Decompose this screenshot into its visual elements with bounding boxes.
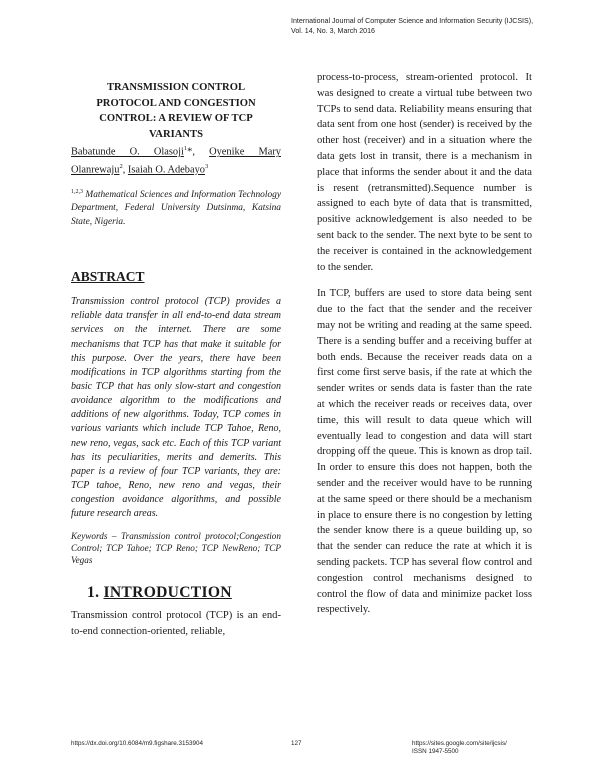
footer-doi: https://dx.doi.org/10.6084/m9.figshare.3153904 bbox=[71, 740, 203, 747]
intro-paragraph-1: Transmission control protocol (TCP) is an end-to-end connection-oriented, reliable, bbox=[71, 610, 281, 637]
section-title: INTRODUCTION bbox=[103, 584, 232, 602]
paper-title: TRANSMISSION CONTROL PROTOCOL AND CONGESTION CONTROL: A REVIEW OF TCP VARIANTS bbox=[96, 82, 256, 140]
affiliation-text: Mathematical Sciences and Information Technology Department, Federal University Dutsinma, Katsina State, Nigeria. bbox=[71, 189, 282, 227]
journal-name: International Journal of Computer Science and Information Security (IJCSIS), bbox=[291, 17, 534, 25]
author-3-sup: 3 bbox=[204, 163, 209, 171]
author-3: Isaiah O. Adebayo bbox=[127, 164, 205, 176]
author-2: Oyenike Mary Olanrewaju bbox=[71, 146, 281, 176]
right-column bbox=[317, 70, 532, 618]
section-heading-introduction bbox=[87, 584, 281, 602]
author-1: Babatunde O. Olasoji bbox=[71, 146, 184, 158]
author-list: Babatunde O. Olasoji$^1$*, Oyenike Mary Olanrewaju$^2$, Isaiah O. Adebayo$^3$ bbox=[71, 145, 281, 176]
author-2-sup: 2 bbox=[119, 163, 123, 171]
abstract-body: Transmission control protocol (TCP) provides a reliable data transfer in all end-to-end data stream services on the internet. There are some mechanisms that TCP has that make it suitable for this purpose. Over the years, there have been modifications in TCP algorithms starting from the basic TCP that has only slow-start and congestion avoidance algorithm to the modifications and additions of new algorithms. Today, TCP comes in various variants which include TCP Tahoe, Reno, new reno, vegas, sack etc. Each of this TCP variant has its peculiarities, merits and demerits. This paper is a review of four TCP variants, they are: TCP tahoe, Reno, new reno and vegas, their congestion avoidance algorithms, and possible future research areas. bbox=[71, 296, 281, 520]
intro-paragraph-1-continued: process-to-process, stream-oriented protocol. It was designed to create a virtual tube between two TCPs to send data. Reliability means ensuring that data sent from one host (sender) is received by the other host (receiver) and in a situation where the data gets lost in transit, there is a mechanism in place that informs the sender about it and the data is resent (retransmitted).Sequence number is assigned to each byte of data that is transmitted, positive acknowledgement is also needed to be sent back to the sender. The next byte to be sent to the receiver is contained in the acknowledgement to the sender. bbox=[317, 72, 532, 273]
keywords: Keywords – Transmission control protocol;Congestion Control; TCP Tahoe; TCP Reno; TCP NewReno; TCP Vegas bbox=[71, 530, 281, 565]
author-1-mark: *, bbox=[187, 146, 195, 158]
footer-site-info bbox=[412, 740, 507, 756]
journal-volume: Vol. 14, No. 3, March 2016 bbox=[291, 27, 375, 35]
footer-site: https://sites.google.com/site/ijcsis/ bbox=[412, 740, 507, 747]
footer-issn: ISSN 1947-5500 bbox=[412, 748, 459, 755]
journal-header bbox=[291, 16, 571, 36]
intro-paragraph-2: In TCP, buffers are used to store data being sent due to the fact that the sender and the receiver may not be writing and reading at the same speed. There is a sending buffer and a receiving buffer at both ends. Because the receiver reads data on a first come first serve basis, if the rate at which the sender writes or sends data is faster than the rate at which the receiver reads or receives data, over time, this will result to data queue which will eventually lead to congestion and data will start dropping off the queue. This is known as drop tail. In order to ensure this does not happen, both the sender and the receiver would have to be running at the same speed or there should be a mechanism in place to ensure there is no congestion by letting the sender know there is a queue building up, so that the sender can reduce the rate at which it is sending packets. TCP has several flow control and congestion control mechanisms designed to control the flow of data and minimize packet loss respectively. bbox=[317, 288, 532, 616]
section-number: 1. bbox=[87, 584, 100, 602]
left-column bbox=[71, 80, 281, 640]
footer-page-number: 127 bbox=[291, 740, 302, 747]
abstract-heading: ABSTRACT bbox=[71, 269, 145, 285]
author-1-sup: 1 bbox=[183, 145, 188, 153]
affiliation-sup: 1,2,3 bbox=[71, 188, 83, 195]
affiliation bbox=[71, 186, 281, 229]
